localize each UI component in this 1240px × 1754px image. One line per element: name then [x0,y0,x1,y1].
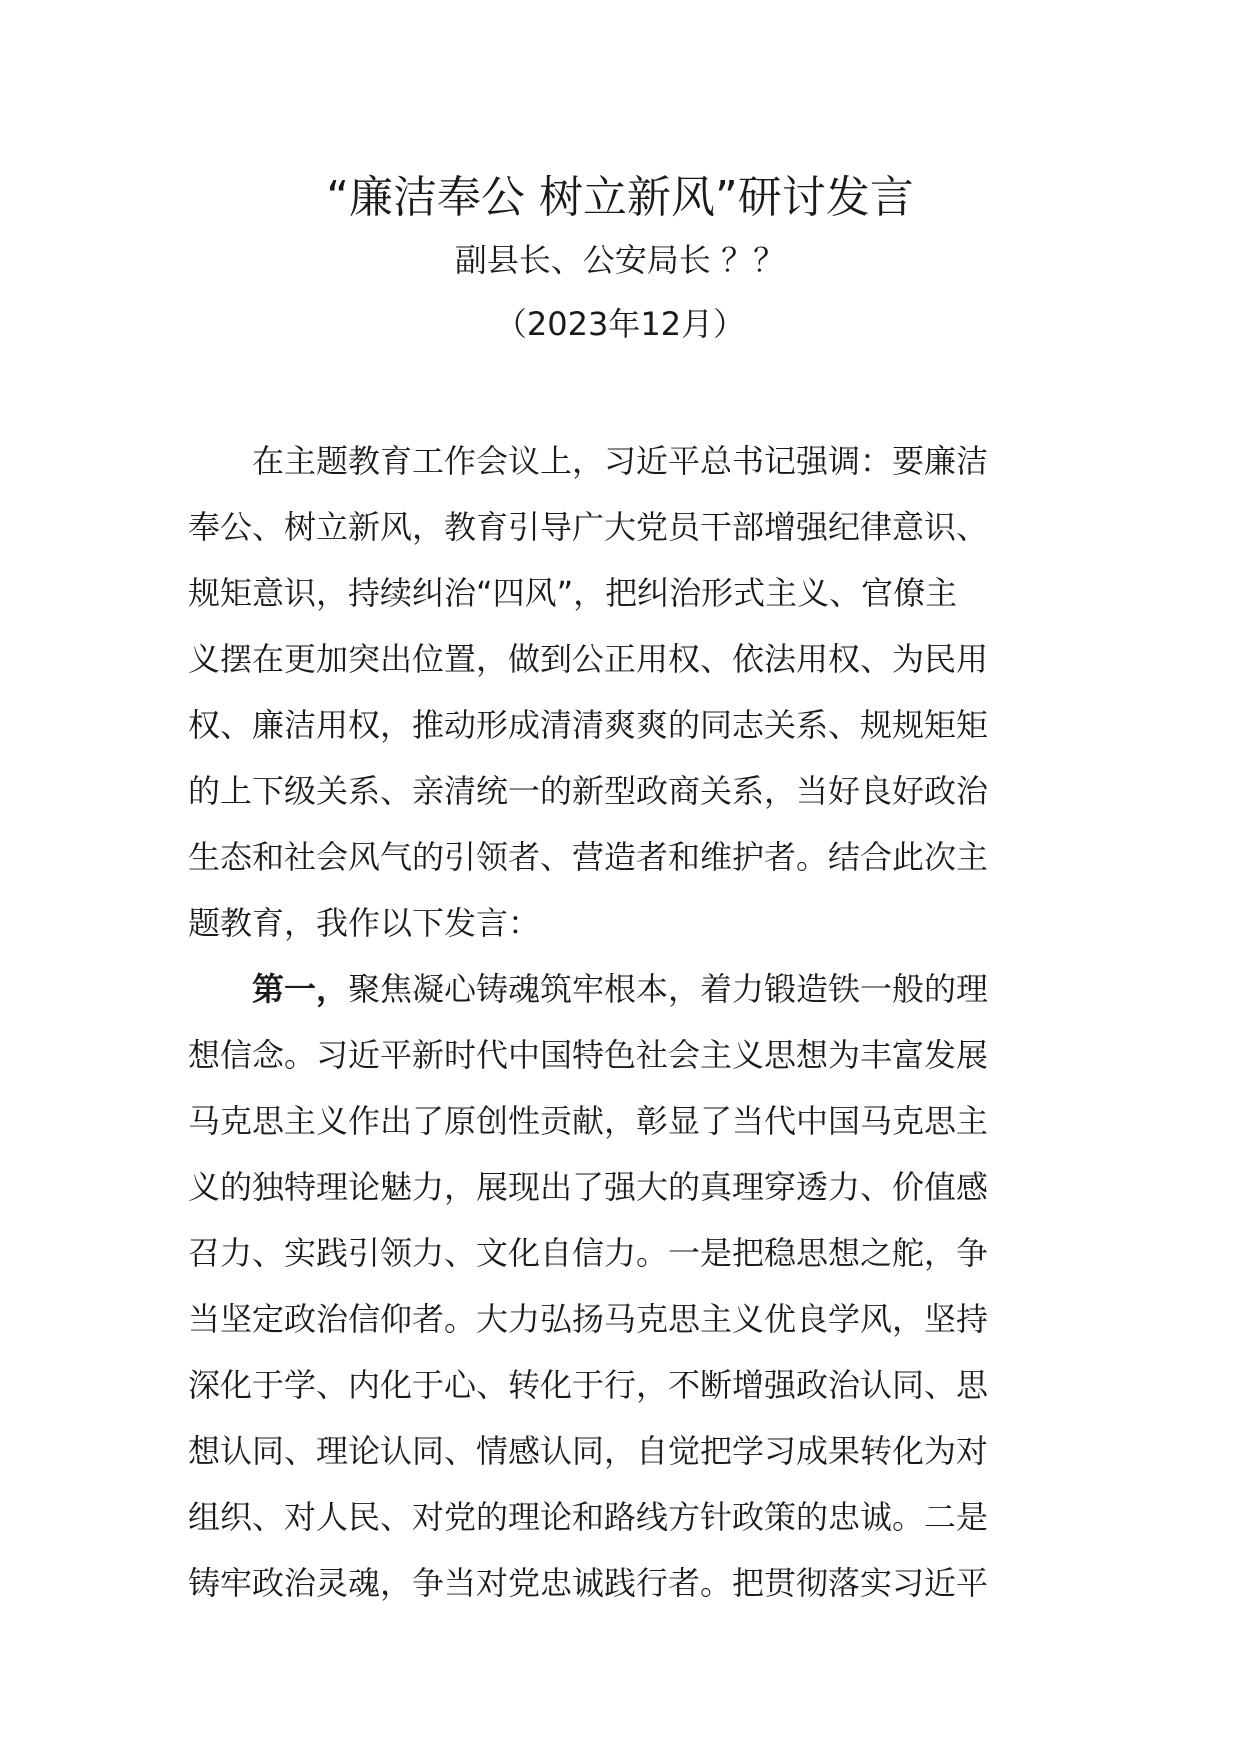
document-title: “廉洁奉公 树立新风”研讨发言 [326,172,914,223]
paragraph-line: 马克思主义作出了原创性贡献，彰显了当代中国马克思主 [188,1102,989,1140]
paragraph-line: 题教育，我作以下发言： [188,904,541,942]
paragraph-first [188,956,1058,1616]
paragraph-line: 规矩意识，持续纠治“四风”，把纠治形式主义、官僚主 [188,574,958,612]
paragraph-line: 组织、对人民、对党的理论和路线方针政策的忠诚。二是 [188,1498,989,1536]
paragraph-line: 生态和社会风气的引领者、营造者和维护者。结合此次主 [188,838,989,876]
date-line: （2023年12月） [494,305,746,343]
paragraph-line: 想认同、理论认同、情感认同，自觉把学习成果转化为对 [188,1432,989,1470]
document-body [188,428,1058,1616]
section-heading-first: 第一， [252,970,349,1008]
paragraph-line: 铸牢政治灵魂，争当对党忠诚践行者。把贯彻落实习近平 [188,1564,989,1602]
paragraph-line: 义摆在更加突出位置，做到公正用权、依法用权、为民用 [188,640,989,678]
paragraph-line: 奉公、树立新风，教育引导广大党员干部增强纪律意识、 [188,508,989,546]
paragraph-line: 权、廉洁用权，推动形成清清爽爽的同志关系、规规矩矩 [188,706,989,744]
paragraph-line: 想信念。习近平新时代中国特色社会主义思想为丰富发展 [188,1036,989,1074]
paragraph-line: 在主题教育工作会议上，习近平总书记强调：要廉洁 [252,442,989,480]
paragraph-line: 义的独特理论魅力，展现出了强大的真理穿透力、价值感 [188,1168,989,1206]
paragraph-line: 的上下级关系、亲清统一的新型政商关系，当好良好政治 [188,772,989,810]
section-heading-text: 聚焦凝心铸魂筑牢根本，着力锻造铁一般的理 [348,970,989,1008]
paragraph-line [188,956,1058,1022]
author-line: 副县长、公安局长 ？？ [454,241,786,279]
paragraph-line: 当坚定政治信仰者。大力弘扬马克思主义优良学风，坚持 [188,1300,989,1338]
paragraph-line: 深化于学、内化于心、转化于行，不断增强政治认同、思 [188,1366,989,1404]
paragraph-intro [188,428,1058,956]
paragraph-line: 召力、实践引领力、文化自信力。一是把稳思想之舵，争 [188,1234,989,1272]
